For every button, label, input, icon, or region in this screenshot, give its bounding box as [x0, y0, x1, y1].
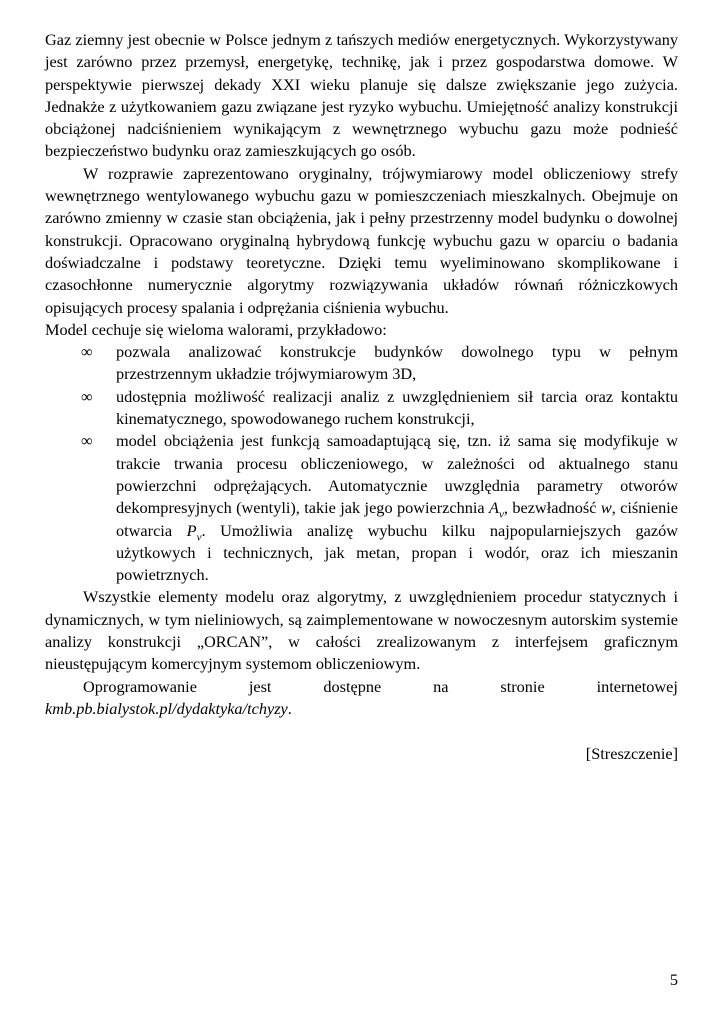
symbol-area-subscript: v	[499, 508, 504, 521]
symbol-area: A	[489, 498, 499, 518]
section-label: [Streszczenie]	[585, 744, 678, 764]
paragraph-intro: Gaz ziemny jest obecnie w Polsce jednym z tańszych mediów energetycznych. Wykorzystywany jest zarówno przez przemysł, energetykę, technikę, jak i przez gospodarstwa domowe. W perspektywie pierwszej dekady XXI wieku planuje się dalsze zwiększanie jego zużycia. Jednakże z użytkowaniem gazu związane jest ryzyko wybuchu. Umiejętność analizy konstrukcji obciążonej nadciśnieniem wynikającym z wewnętrznego wybuchu gazu może podnieść bezpieczeństwo budynku oraz zamieszkujących go osób.	[45, 30, 678, 161]
list-item-text: model obciążenia jest funkcją samoadaptującą się, tzn. iż sama się modyfikuje w trakcie trwania procesu obliczeniowego, w zależności od aktualnego stanu powierzchni odprężających. Automatycznie uwzględnia parametry otworów dekompresyjnych (wentyli), takie jak jego powierzchnia $A_v$, bezwładność w, ciśnienie otwarcia $P_v$. Umożliwia analizę wybuchu kilku najpopularniejszych gazów użytkowych i technicznych, jak metan, propan i wodór, oraz ich mieszanin powietrznych.	[116, 431, 679, 585]
page-number: 5	[669, 970, 678, 989]
list-item	[45, 430, 678, 586]
list-item-text: pozwala analizować konstrukcje budynków dowolnego typu w pełnym przestrzennym układzie trójwymiarowym 3D,	[116, 342, 678, 384]
software-url-link[interactable]: kmb.pb.bialystok.pl/dydaktyka/tchyzy	[45, 698, 288, 718]
paragraph-dissertation: W rozprawie zaprezentowano oryginalny, trójwymiarowy model obliczeniowy strefy wewnętrznego wentylowanego wybuchu gazu w pomieszczeniach mieszkalnych. Obejmuje on zarówno zmienny w czasie stan obciążenia, jak i pełny przestrzenny model budynku o dowolnej konstrukcji. Opracowano oryginalną hybrydową funkcję wybuchu gazu w oparciu o badania doświadczalne i podstawy teoretyczne. Dzięki temu wyeliminowano skomplikowane i czasochłonne numerycznie algorytmy rozwiązywania układów równań różniczkowych opisujących procesy spalania i odprężania ciśnienia wybuchu.	[45, 163, 678, 317]
symbol-pressure: P	[186, 520, 197, 540]
software-availability-line: Oprogramowanie jest dostępne na stronie internetowej	[83, 676, 678, 696]
page-content	[45, 29, 678, 766]
symbol-inertia: w	[600, 498, 612, 518]
software-url-line: kmb.pb.bialystok.pl/dydaktyka/tchyzy.	[45, 698, 292, 718]
features-list	[45, 341, 678, 586]
paragraph-implementation: Wszystkie elementy modelu oraz algorytmy, z uwzględnieniem procedur statycznych i dynamicznych, w tym nieliniowych, są zaimplementowane w nowoczesnym autorskim systemie analizy konstrukcji „ORCAN”, w całości zrealizowanym z interfejsem graficznym nieustępującym komercyjnym systemom obliczeniowym.	[45, 587, 678, 674]
infinity-bullet-icon: ∞	[81, 342, 93, 362]
infinity-bullet-icon: ∞	[81, 431, 93, 451]
paragraph-model-features-intro: Model cechuje się wieloma walorami, przykładowo:	[45, 319, 387, 339]
infinity-bullet-icon: ∞	[81, 386, 93, 406]
symbol-pressure-subscript: v	[196, 530, 202, 543]
list-item	[45, 341, 678, 386]
list-item	[45, 386, 678, 431]
list-item-text: udostępnia możliwość realizacji analiz z uwzględnieniem sił tarcia oraz kontaktu kinematycznego, spowodowanego ruchem konstrukcji,	[116, 386, 678, 429]
